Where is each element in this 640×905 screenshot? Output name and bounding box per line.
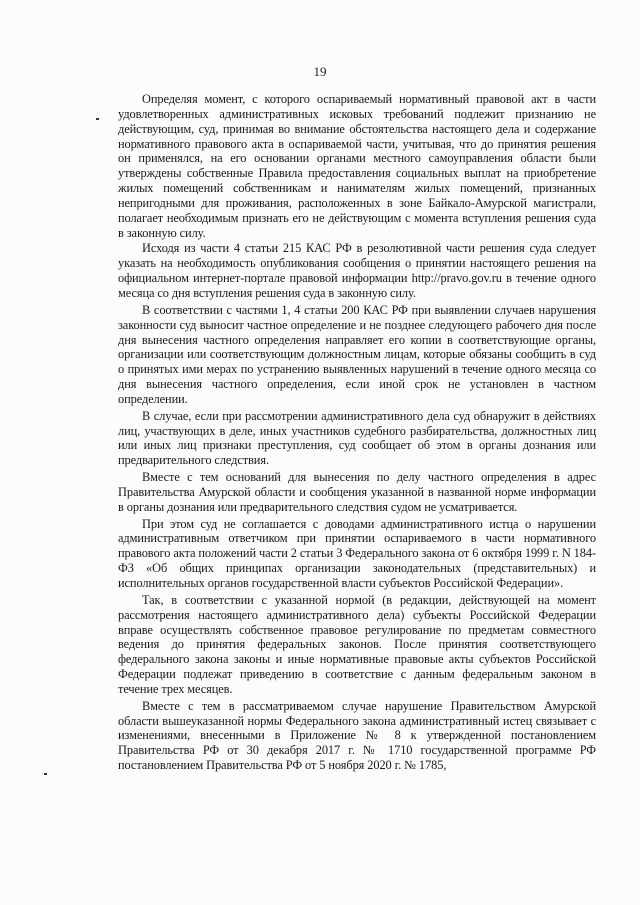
paragraph: Определяя момент, с которого оспариваемый нормативный правовой акт в части удовлетворенных административных исковых требований подлежит признанию не действующим, суд, принимая во внимание обстоятельства настоящего дела и содержание нормативного правового акта в оспариваемой части, учитывая, что до принятия решения он применялся, на его основании органами местного самоуправления области были утверждены собственные Правила предоставления социальных выплат на приобретение жилых помещений собственникам и нанимателям жилых помещений, признанных непригодными для проживания, расположенных в зоне Байкало-Амурской магистрали, полагает необходимым признать его не действующим с момента вступления решения суда в законную силу.	[118, 92, 596, 240]
paragraph: Исходя из части 4 статьи 215 КАС РФ в резолютивной части решения суда следует указать на необходимость опубликования сообщения о принятии настоящего решения на официальном интернет-портале правовой информации http://pravo.gov.ru в течение одного месяца со дня вступления решения суда в законную силу.	[118, 241, 596, 300]
paragraph: В случае, если при рассмотрении административного дела суд обнаружит в действиях лиц, участвующих в деле, иных участников судебного разбирательства, должностных лиц или иных лиц признаки преступления, суд сообщает об этом в органы дознания или предварительного следствия.	[118, 408, 596, 468]
margin-mark	[44, 773, 47, 775]
paragraph: Вместе с тем оснований для вынесения по делу частного определения в адрес Правительства Амурской области и сообщения указанной в названной норме информации в органы дознания или предварительного следствия судом не усматривается.	[118, 470, 596, 514]
paragraph: Вместе с тем в рассматриваемом случае нарушение Правительством Амурской области вышеуказанной нормы Федерального закона административный истец связывает с изменениями, внесенными в Приложение № 8 к утвержденной постановлением Правительства РФ от 30 декабря 2017 г. № 1710 государственной программе РФ постановлением Правительства РФ от 5 ноября 2020 г. № 1785,	[118, 698, 596, 773]
page-number: 19	[313, 64, 327, 79]
margin-mark	[96, 118, 99, 120]
paragraph: При этом суд не соглашается с доводами административного истца о нарушении административным ответчиком при принятии оспариваемого в части нормативного правового акта положений части 2 статьи 3 Федерального закона от 6 октября 1999 г. N 184-ФЗ «Об общих принципах организации законодательных (представительных) и исполнительных органов государственной власти субъектов Российской Федерации».	[118, 516, 596, 590]
paragraph: В соответствии с частями 1, 4 статьи 200 КАС РФ при выявлении случаев нарушения законности суд выносит частное определение и не позднее следующего рабочего дня после дня вынесения частного определения направляет его копии в соответствующие органы, организации или соответствующим должностным лицам, которые обязаны сообщить в суд о принятых ими мерах по устранению выявленных нарушений в течение одного месяца со дня вынесения частного определения, если иной срок не установлен в частном определении.	[118, 302, 596, 406]
document-body	[118, 92, 596, 775]
paragraph: Так, в соответствии с указанной нормой (в редакции, действующей на момент рассмотрения настоящего административного дела) субъекты Российской Федерации вправе осуществлять собственное правовое регулирование по предметам совместного ведения до принятия федеральных законов. После принятия соответствующего федерального закона законы и иные нормативные правовые акты субъектов Российской Федерации подлежат приведению в соответствие с данным федеральным законом в течение трех месяцев.	[118, 592, 596, 696]
